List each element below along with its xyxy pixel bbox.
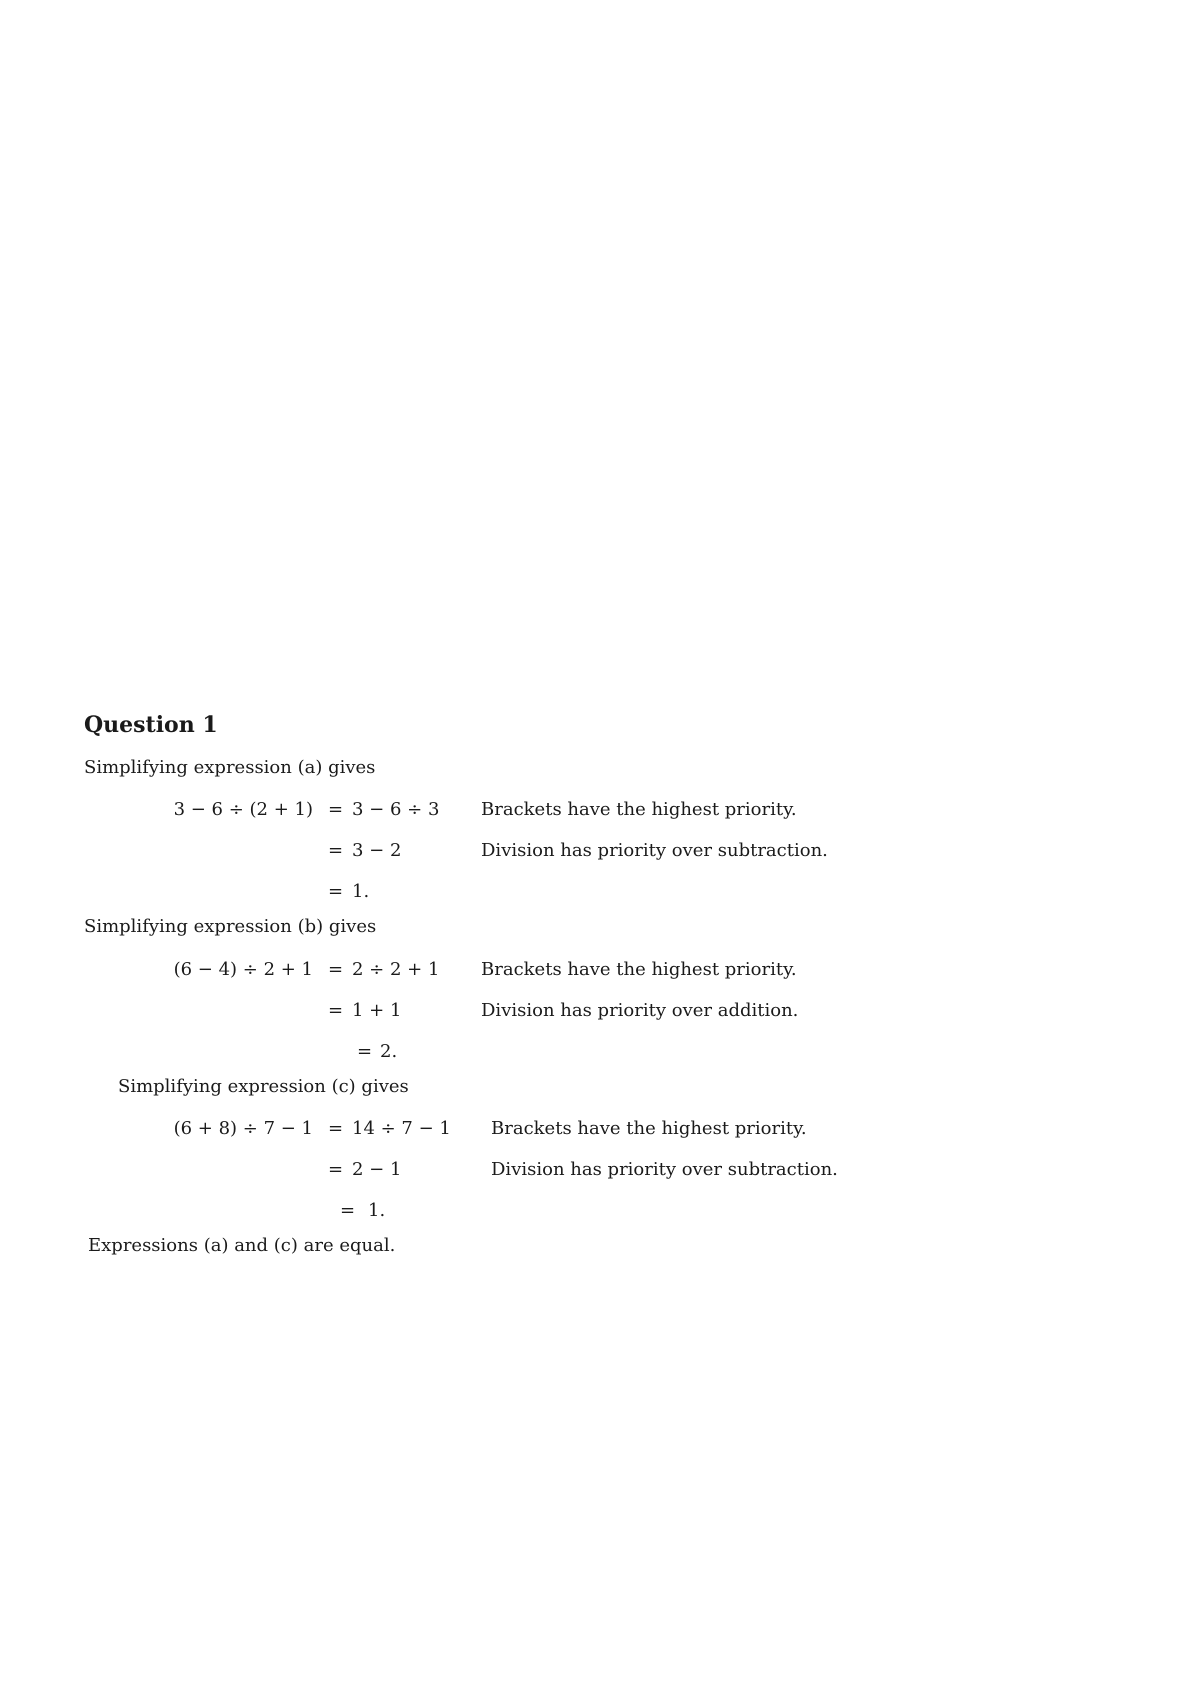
part-b-line-2-note: Division has priority over addition. [481,1000,799,1021]
conclusion-text: Expressions (a) and (c) are equal. [88,1235,396,1256]
part-a-line-1-lhs: 3 − 6 ÷ (2 + 1) [173,799,313,820]
part-c-line-3-eq: = [340,1200,356,1221]
part-a-intro: Simplifying expression (a) gives [84,757,376,778]
part-b-line-2-rhs: 1 + 1 [352,1000,402,1021]
part-b-line-2-eq: = [328,1000,344,1021]
part-b-line-1-rhs: 2 ÷ 2 + 1 [352,959,440,980]
part-c-line-3-rhs: 1. [368,1200,386,1221]
part-c-line-2-eq: = [328,1159,344,1180]
part-c-line-2-rhs: 2 − 1 [352,1159,402,1180]
part-a-line-3-rhs: 1. [352,881,370,902]
part-b-line-1-eq: = [328,959,344,980]
part-b-line-3-eq: = [357,1041,373,1062]
part-c-intro: Simplifying expression (c) gives [118,1076,409,1097]
part-c-line-2-note: Division has priority over subtraction. [491,1159,838,1180]
part-a-line-2-rhs: 3 − 2 [352,840,402,861]
part-a-line-2-note: Division has priority over subtraction. [481,840,828,861]
part-b-intro: Simplifying expression (b) gives [84,916,377,937]
part-a-line-1-rhs: 3 − 6 ÷ 3 [352,799,440,820]
part-b-line-3-rhs: 2. [380,1041,398,1062]
part-b-line-1-lhs: (6 − 4) ÷ 2 + 1 [173,959,313,980]
part-b-line-1-note: Brackets have the highest priority. [481,959,797,980]
part-a-line-3-eq: = [328,881,344,902]
part-c-line-1-lhs: (6 + 8) ÷ 7 − 1 [173,1118,313,1139]
question-heading: Question 1 [84,712,218,738]
part-a-line-1-eq: = [328,799,344,820]
part-a-line-2-eq: = [328,840,344,861]
part-a-line-1-note: Brackets have the highest priority. [481,799,797,820]
part-c-line-1-eq: = [328,1118,344,1139]
part-c-line-1-rhs: 14 ÷ 7 − 1 [352,1118,451,1139]
part-c-line-1-note: Brackets have the highest priority. [491,1118,807,1139]
